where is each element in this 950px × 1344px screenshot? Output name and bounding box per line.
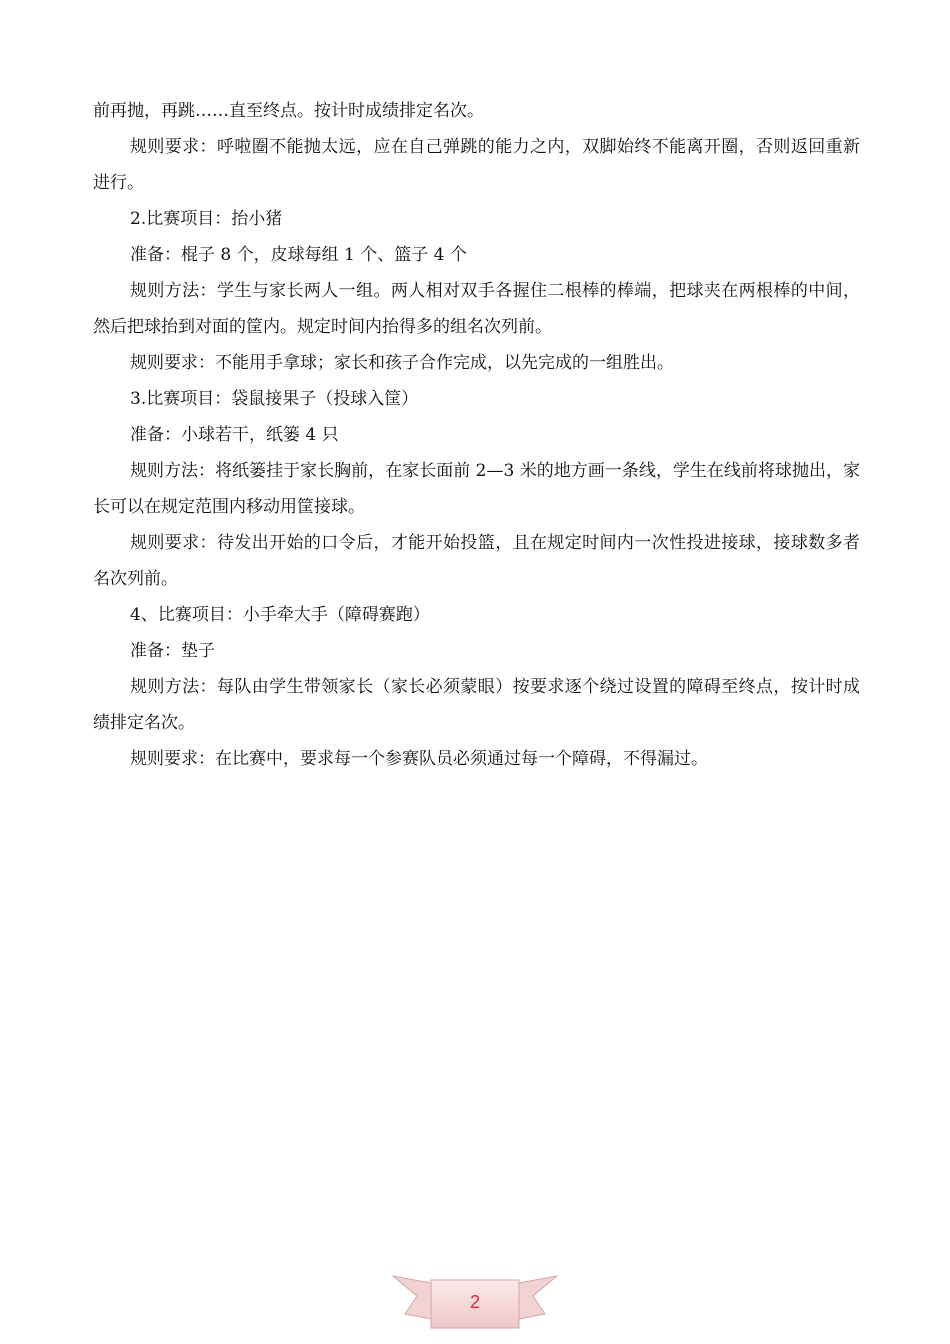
paragraph-event-3-preparation: 准备：小球若干，纸篓 4 只 [130, 425, 339, 445]
paragraph-event-4-method: 规则方法：每队由学生带领家长（家长必须蒙眼）按要求逐个绕过设置的障碍至终点，按计时成绩排定名次。 [93, 677, 860, 733]
paragraph-hoop-continuation: 前再抛，再跳……直至终点。按计时成绩排定名次。 [93, 101, 484, 121]
page-number: 2 [469, 1292, 480, 1312]
paragraph-hoop-rule-requirements: 规则要求：呼啦圈不能抛太远，应在自己弹跳的能力之内，双脚始终不能离开圈，否则返回重新进行。 [93, 137, 860, 193]
document-body [93, 93, 860, 777]
paragraph-event-2-preparation: 准备：棍子 8 个，皮球每组 1 个、篮子 4 个 [130, 245, 467, 265]
paragraph-event-2-requirements: 规则要求：不能用手拿球；家长和孩子合作完成，以先完成的一组胜出。 [130, 353, 674, 373]
heading-event-3: 3.比赛项目：袋鼠接果子（投球入筐） [130, 389, 419, 409]
paragraph-event-3-method: 规则方法：将纸篓挂于家长胸前，在家长面前 2—3 米的地方画一条线，学生在线前将球抛出，家长可以在规定范围内移动用筐接球。 [93, 461, 860, 517]
heading-event-2: 2.比赛项目：抬小猪 [130, 209, 283, 229]
heading-event-4: 4、比赛项目：小手牵大手（障碍赛跑） [130, 605, 430, 625]
paragraph-event-2-method: 规则方法：学生与家长两人一组。两人相对双手各握住二根棒的棒端，把球夹在两根棒的中间，然后把球抬到对面的筐内。规定时间内抬得多的组名次列前。 [93, 281, 860, 337]
paragraph-event-3-requirements: 规则要求：待发出开始的口令后，才能开始投篮，且在规定时间内一次性投进接球，接球数多者名次列前。 [93, 533, 860, 589]
paragraph-event-4-preparation: 准备：垫子 [130, 641, 215, 661]
page-footer [391, 1270, 559, 1332]
paragraph-event-4-requirements: 规则要求：在比赛中，要求每一个参赛队员必须通过每一个障碍，不得漏过。 [130, 749, 708, 769]
